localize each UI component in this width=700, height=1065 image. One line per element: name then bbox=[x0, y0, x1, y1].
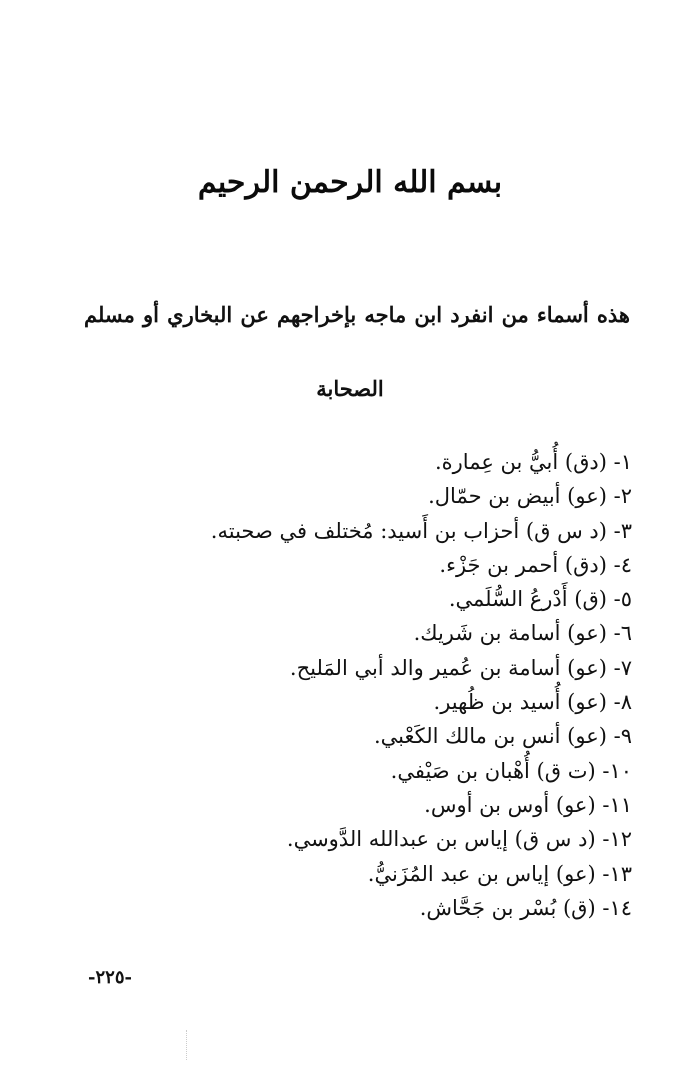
list-item: ٤- (دق) أحمر بن جَزْء. bbox=[439, 552, 632, 577]
chapter-heading: هذه أسماء من انفرد ابن ماجه بإخراجهم عن البخاري أو مسلم bbox=[84, 302, 630, 327]
list-item: ١١- (عو) أوس بن أوس. bbox=[424, 792, 632, 817]
list-item: ٧- (عو) أسامة بن عُمير والد أبي المَليح. bbox=[289, 655, 632, 680]
basmala-text: بسم الله الرحمن الرحيم bbox=[197, 165, 503, 200]
list-item: ١٠- (ت ق) أُهْبان بن صَيْفي. bbox=[390, 758, 632, 783]
list-item: ٩- (عو) أنس بن مالك الكَعْبي. bbox=[373, 724, 632, 749]
list-item: ٦- (عو) أسامة بن شَريك. bbox=[413, 621, 632, 646]
list-item: ١٤- (ق) بُسْر بن جَحَّاش. bbox=[419, 895, 632, 920]
section-title: الصحابة bbox=[316, 376, 384, 401]
list-item: ٥- (ق) أَدْرعُ السُّلَمي. bbox=[448, 587, 632, 612]
scan-artifact-divider bbox=[186, 1030, 188, 1060]
page-number: -٢٢٥- bbox=[88, 967, 132, 988]
list-item: ٢- (عو) أبيض بن حمّال. bbox=[428, 484, 632, 509]
basmala-calligraphy bbox=[0, 165, 700, 200]
list-item: ١٣- (عو) إياس بن عبد المُزَنيُّ. bbox=[367, 861, 632, 886]
list-item: ٣- (د س ق) أحزاب بن أَسيد: مُختلف في صحبته. bbox=[210, 518, 632, 543]
list-item: ٨- (عو) أُسيد بن ظُهير. bbox=[433, 690, 632, 715]
list-item: ١- (دق) أُبيُّ بن عِمارة. bbox=[434, 450, 632, 474]
list-item: ١٢- (د س ق) إياس بن عبدالله الدَّوسي. bbox=[286, 827, 632, 852]
entries-list bbox=[112, 445, 632, 925]
